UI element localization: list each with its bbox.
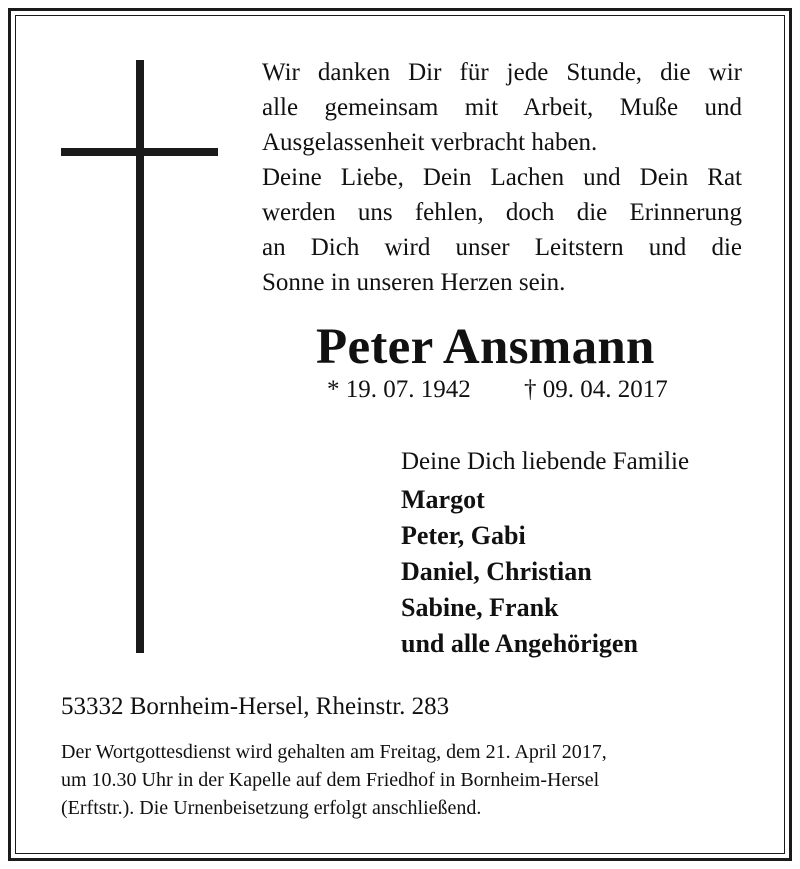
service-line: um 10.30 Uhr in der Kapelle auf dem Friedhof in Bornheim-Hersel: [61, 769, 600, 791]
death-date: † 09. 04. 2017: [524, 376, 668, 403]
verse-line: Ausgelassenheit verbracht haben.: [262, 129, 598, 156]
deceased-name: Peter Ansmann: [316, 319, 655, 375]
birth-date: * 19. 07. 1942: [327, 376, 471, 403]
family-intro: Deine Dich liebende Familie: [401, 448, 690, 475]
verse-line: Sonne in unseren Herzen sein.: [262, 269, 566, 296]
family-member: Daniel, Christian: [401, 557, 592, 586]
cross-icon-crossbar: [61, 148, 218, 156]
family-list: [401, 482, 638, 662]
family-member: und alle Angehörigen: [401, 629, 638, 658]
service-notice: [61, 738, 751, 822]
service-line: Der Wortgottesdienst wird gehalten am Freitag, dem 21. April 2017,: [61, 741, 607, 763]
verse-line: Deine Liebe, Dein Lachen und Dein Rat: [262, 164, 742, 191]
verse-line: alle gemeinsam mit Arbeit, Muße und: [262, 94, 742, 121]
family-member: Peter, Gabi: [401, 521, 526, 550]
service-line: (Erftstr.). Die Urnenbeisetzung erfolgt anschließend.: [61, 797, 482, 819]
memorial-verse: [262, 55, 742, 300]
verse-line: werden uns fehlen, doch die Erinnerung: [262, 199, 742, 226]
family-member: Margot: [401, 485, 485, 514]
address: 53332 Bornheim-Hersel, Rheinstr. 283: [61, 693, 450, 720]
family-member: Sabine, Frank: [401, 593, 559, 622]
verse-line: an Dich wird unser Leitstern und die: [262, 234, 742, 261]
verse-line: Wir danken Dir für jede Stunde, die wir: [262, 59, 742, 86]
